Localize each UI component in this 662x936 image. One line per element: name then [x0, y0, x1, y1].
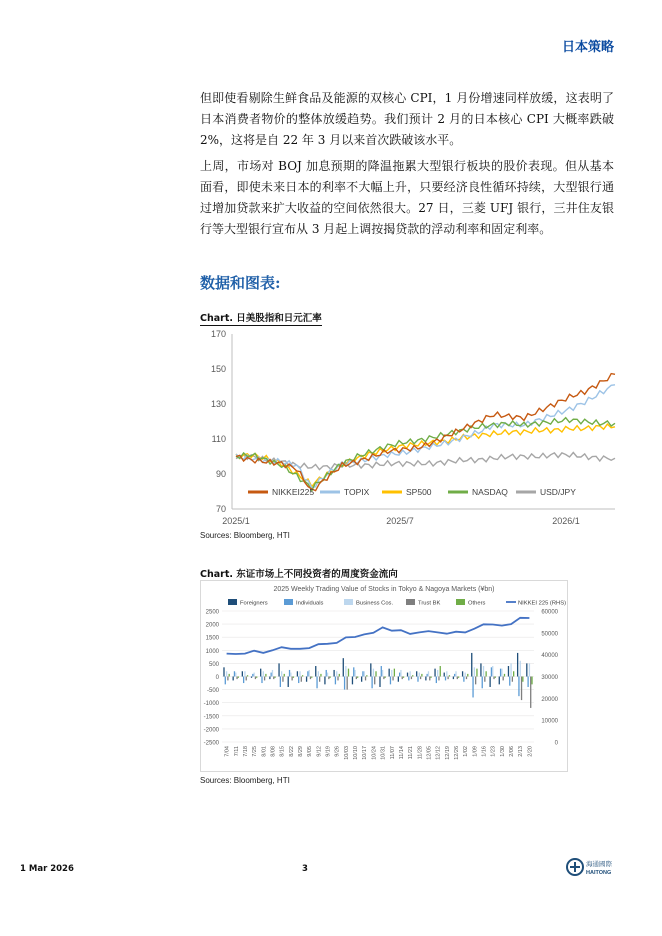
chart2-bar — [289, 670, 290, 677]
chart2-bar — [503, 677, 504, 681]
chart2-bar — [392, 677, 393, 681]
chart2-bar — [527, 677, 528, 687]
chart2-bar — [381, 666, 382, 676]
chart2-bar — [288, 677, 289, 687]
chart2-bar — [329, 677, 330, 678]
logo-text: 海通國際 — [586, 861, 612, 868]
chart2-bar — [409, 671, 410, 676]
chart2-x-tick-label: 10/31 — [380, 746, 387, 760]
chart2-x-tick-label: 1/16 — [481, 746, 488, 757]
chart2-bar — [472, 677, 473, 698]
chart2-bar — [335, 677, 336, 685]
chart2-bar — [437, 670, 438, 677]
chart2-bar — [319, 677, 320, 682]
chart2-bar — [256, 677, 257, 678]
chart2-bar — [345, 666, 346, 676]
chart2-x-tick-label: 1/30 — [499, 746, 506, 757]
chart2-bar — [327, 673, 328, 677]
chart2-bar — [411, 677, 412, 680]
chart2-bar — [336, 671, 337, 676]
chart2-bar — [455, 671, 456, 676]
chart2-bar — [520, 661, 521, 677]
chart2-bar — [416, 671, 417, 676]
chart2-bar — [403, 677, 404, 678]
chart2-bar — [348, 669, 349, 677]
chart2-x-tick-label: 7/04 — [224, 746, 231, 757]
chart2-bar — [242, 671, 243, 676]
chart2-bar — [299, 671, 300, 676]
chart2-bar — [458, 677, 459, 678]
chart2-bar — [483, 666, 484, 676]
chart2-bar — [315, 666, 316, 676]
chart2-bar — [526, 663, 527, 676]
chart2-bar — [447, 677, 448, 680]
chart2-x-tick-label: 7/18 — [242, 746, 249, 757]
chart2-bar — [449, 675, 450, 676]
chart2-legend-swatch — [406, 599, 415, 605]
chart2-bar — [320, 674, 321, 677]
chart2-bar — [225, 677, 226, 685]
chart2-bar — [398, 677, 399, 682]
chart2-x-tick-label: 9/12 — [316, 746, 323, 757]
chart2-bar — [465, 673, 466, 677]
chart2-bar — [400, 670, 401, 677]
chart2-bar — [273, 677, 274, 680]
chart2-bar — [236, 677, 237, 680]
chart2-bar — [260, 669, 261, 677]
chart2-y-tick-label: -1500 — [203, 714, 219, 721]
chart2-bar — [427, 674, 428, 677]
chart2-bar-line-chart — [200, 580, 568, 772]
chart2-x-tick-label: 10/10 — [353, 746, 360, 760]
chart2-bar — [307, 671, 308, 676]
chart2-bar — [310, 677, 311, 680]
chart1-y-tick-label: 150 — [210, 364, 226, 374]
chart2-y-tick-label: 500 — [208, 661, 219, 668]
chart2-y2-tick-label: 10000 — [541, 718, 558, 725]
chart2-bar — [512, 677, 513, 682]
chart2-bar — [522, 677, 523, 682]
chart2-bar — [379, 677, 380, 687]
chart2-bar — [501, 669, 502, 677]
chart2-bar — [238, 677, 239, 678]
chart2-bar — [365, 677, 366, 681]
chart2-bar — [371, 677, 372, 689]
chart2-bar — [412, 675, 413, 676]
chart2-bar — [420, 677, 421, 680]
chart2-x-tick-label: 12/19 — [444, 746, 451, 760]
chart2-bar — [521, 677, 522, 701]
chart2-source: Sources: Bloomberg, HTI — [200, 776, 290, 785]
chart2-bar — [399, 673, 400, 677]
chart2-x-tick-label: 11/21 — [408, 746, 415, 760]
chart2-bar — [489, 677, 490, 687]
chart2-frame — [201, 581, 568, 772]
chart2-x-tick-label: 11/07 — [389, 746, 396, 760]
chart2-bar — [353, 667, 354, 676]
chart2-bar — [282, 677, 283, 682]
chart1-x-tick-label: 2025/1 — [222, 516, 250, 526]
chart2-x-tick-label: 9/26 — [334, 746, 341, 757]
chart2-bar — [264, 677, 265, 681]
chart2-bar — [306, 677, 307, 682]
chart2-y2-tick-label: 50000 — [541, 631, 558, 638]
chart2-bar — [361, 677, 362, 682]
chart2-bar — [429, 677, 430, 681]
chart2-bar — [383, 677, 384, 680]
chart2-bar — [280, 677, 281, 687]
chart2-x-tick-label: 9/19 — [325, 746, 332, 757]
chart1-legend-label: NIKKEI225 — [272, 487, 315, 497]
chart2-bar — [229, 674, 230, 677]
chart2-bar — [343, 658, 344, 676]
chart2-bar — [375, 671, 376, 676]
chart2-bar — [407, 673, 408, 677]
chart2-bar — [474, 667, 475, 676]
chart2-bar — [467, 674, 468, 677]
chart2-bar — [291, 677, 292, 681]
chart2-x-tick-label: 2/20 — [527, 746, 534, 757]
footer-page-number: 3 — [302, 864, 308, 874]
chart2-bar — [302, 675, 303, 676]
chart2-x-tick-label: 10/24 — [371, 746, 378, 760]
chart2-bar — [391, 670, 392, 677]
chart2-x-tick-label: 10/17 — [362, 746, 369, 760]
chart2-bar — [492, 666, 493, 676]
chart2-y2-tick-label: 30000 — [541, 675, 558, 681]
chart2-legend-label: Foreigners — [240, 600, 268, 607]
chart2-bar — [366, 675, 367, 676]
footer-date: 1 Mar 2026 — [20, 864, 74, 874]
chart2-y2-tick-label: 0 — [554, 740, 558, 747]
chart2-bar — [529, 663, 530, 676]
chart2-legend-swatch — [456, 599, 465, 605]
chart2-legend-label: Individuals — [296, 600, 324, 607]
chart2-x-tick-label: 9/05 — [307, 746, 314, 757]
chart2-bar — [485, 671, 486, 676]
chart2-y-tick-label: 0 — [215, 675, 219, 681]
chart2-bar — [290, 673, 291, 677]
chart1-y-tick-label: 110 — [211, 434, 226, 444]
chart2-bar — [462, 671, 463, 676]
chart2-bar — [484, 677, 485, 682]
chart2-bar — [284, 674, 285, 677]
chart1-series-line-sp500 — [236, 424, 615, 487]
chart2-bar — [247, 675, 248, 676]
chart2-bar — [436, 677, 437, 684]
chart2-y-tick-label: -1000 — [203, 701, 219, 708]
chart2-x-tick-label: 11/28 — [417, 746, 424, 760]
chart2-y-tick-label: 2000 — [205, 622, 219, 629]
chart1-legend-label: SP500 — [406, 487, 432, 497]
chart2-bar — [500, 669, 501, 677]
chart2-bar — [444, 673, 445, 677]
chart2-bar — [252, 674, 253, 677]
chart2-bar — [255, 677, 256, 680]
chart2-bar — [491, 667, 492, 676]
chart2-bar — [374, 677, 375, 685]
chart2-bar — [438, 677, 439, 681]
chart2-x-tick-label: 2/13 — [518, 746, 525, 757]
chart2-bar — [297, 671, 298, 676]
chart2-bar — [244, 671, 245, 676]
chart1-x-tick-label: 2025/7 — [386, 516, 414, 526]
chart2-legend-swatch — [228, 599, 237, 605]
paragraph-cpi: 但即使看剔除生鲜食品及能源的双核心 CPI，1 月份增速同样放缓，这表明了日本消费者物价的整体放缓趋势。我们预计 2 月的日本核心 CPI 大概率跌破 2%，这将是自 22 年 3 月以来首次跌破该水平。 — [200, 91, 614, 147]
chart2-bar — [337, 677, 338, 681]
chart2-bar — [370, 663, 371, 676]
chart2-bar — [311, 677, 312, 678]
chart1-line-chart — [200, 326, 620, 534]
chart2-y2-tick-label: 60000 — [541, 609, 558, 616]
chart2-bar — [476, 669, 477, 677]
chart1-y-tick-label: 70 — [215, 504, 226, 514]
chart2-bar — [261, 677, 262, 684]
chart2-bar — [495, 677, 496, 678]
chart2-bar — [389, 669, 390, 677]
chart2-x-tick-label: 2/06 — [509, 746, 516, 757]
chart2-bar — [408, 677, 409, 681]
chart2-bar — [269, 677, 270, 680]
chart2-bar — [318, 671, 319, 676]
chart2-y-tick-label: 1000 — [205, 648, 219, 655]
header-section-label: 日本策略 — [561, 40, 614, 55]
haitong-logo — [566, 856, 618, 878]
chart2-bar — [493, 677, 494, 680]
chart2-bar — [352, 677, 353, 685]
chart2-legend-swatch — [344, 599, 353, 605]
chart2-bar — [357, 677, 358, 678]
chart2-bar — [508, 666, 509, 676]
chart2-bar — [298, 677, 299, 684]
chart2-bar — [385, 677, 386, 678]
chart2-bar — [316, 677, 317, 689]
chart1-y-tick-label: 130 — [210, 399, 226, 409]
chart2-legend-label: NIKKEI 225 (RHS) — [518, 600, 566, 607]
chart2-x-tick-label: 10/03 — [343, 746, 350, 760]
chart2-legend-label: Business Cos. — [356, 600, 394, 607]
chart2-bar — [517, 653, 518, 677]
section-title: 数据和图表: — [200, 274, 281, 292]
chart2-bar — [425, 677, 426, 681]
chart2-bar — [440, 666, 441, 676]
chart2-bar — [293, 677, 294, 678]
chart2-legend-swatch — [284, 599, 293, 605]
chart2-bar — [326, 670, 327, 677]
chart2-bar — [253, 673, 254, 677]
chart2-x-tick-label: 12/12 — [435, 746, 442, 760]
chart1-y-tick-label: 170 — [210, 329, 226, 339]
chart2-bar — [234, 671, 235, 676]
chart2-x-tick-label: 7/25 — [252, 746, 259, 757]
chart2-bar — [509, 677, 510, 686]
chart1-title: Chart. 日美股指和日元汇率 — [200, 310, 322, 326]
chart2-bar — [518, 677, 519, 697]
chart2-bar — [309, 670, 310, 677]
chart2-bar — [417, 677, 418, 682]
chart2-bar — [265, 674, 266, 677]
chart2-bar — [446, 671, 447, 676]
chart2-bar — [530, 677, 531, 708]
chart2-x-tick-label: 1/02 — [463, 746, 470, 757]
chart2-x-tick-label: 12/26 — [454, 746, 460, 760]
chart2-bar — [471, 653, 472, 677]
chart2-bar — [457, 677, 458, 680]
chart2-bar — [463, 677, 464, 682]
chart2-bar — [271, 673, 272, 677]
chart2-bar — [513, 671, 514, 676]
chart2-bar — [531, 677, 532, 685]
chart2-bar — [482, 677, 483, 689]
chart2-bar — [364, 671, 365, 676]
chart2-bar — [226, 671, 227, 676]
chart2-title-text: 2025 Weekly Trading Value of Stocks in Tokyo & Nagoya Markets (¥bn) — [273, 586, 495, 593]
chart2-bar — [466, 677, 467, 680]
chart1-x-tick-label: 2026/1 — [552, 516, 580, 526]
chart1-legend-label: NASDAQ — [472, 487, 508, 497]
chart2-x-tick-label: 8/15 — [279, 746, 286, 757]
chart2-bar — [510, 663, 511, 676]
chart2-bar — [480, 663, 481, 676]
paragraph-banks: 上周，市场对 BOJ 加息预期的降温拖累大型银行板块的股价表现。但从基本面看，即使未来日本的利率不大幅上升，只要经济良性循环持续，大型银行通过增加贷款来扩大收益的空间依然很大。27 日，三菱 UFJ 银行，三井住友银行等大型银行宣布从 3 月起上调按揭贷款的浮动利率和固定利率。 — [200, 159, 614, 236]
chart2-bar — [223, 667, 224, 676]
chart2-bar — [274, 677, 275, 678]
chart2-bar — [373, 669, 374, 677]
chart2-y-tick-label: -500 — [206, 688, 219, 695]
chart2-x-tick-label: 8/01 — [261, 746, 268, 757]
chart2-bar — [278, 663, 279, 676]
chart2-legend-label: Trust BK — [418, 600, 441, 607]
logo-subtext: HAITONG — [586, 870, 612, 876]
chart2-title: Chart. 东证市场上不同投资者的周度资金流向 — [200, 566, 398, 582]
chart2-bar — [243, 677, 244, 684]
chart2-bar — [419, 673, 420, 677]
chart2-bar — [339, 674, 340, 677]
chart2-bar — [347, 677, 348, 690]
chart2-x-tick-label: 1/23 — [490, 746, 497, 757]
chart2-bar — [235, 673, 236, 677]
chart2-bar — [390, 677, 391, 685]
chart2-bar — [499, 677, 500, 685]
chart2-y2-tick-label: 20000 — [541, 696, 558, 703]
chart2-y-tick-label: 2500 — [205, 609, 219, 616]
chart1-source: Sources: Bloomberg, HTI — [200, 531, 290, 540]
chart2-x-tick-label: 11/14 — [398, 746, 405, 760]
chart2-bar — [362, 671, 363, 676]
chart2-x-tick-label: 1/09 — [472, 746, 479, 757]
chart2-bar — [246, 677, 247, 681]
chart2-bar — [394, 669, 395, 677]
chart2-bar — [454, 674, 455, 677]
chart1-legend-label: USD/JPY — [540, 487, 576, 497]
chart2-bar — [333, 670, 334, 677]
chart2-bar — [428, 671, 429, 676]
chart2-x-tick-label: 12/05 — [426, 746, 433, 760]
chart2-bar — [434, 669, 435, 677]
chart2-x-tick-label: 8/08 — [270, 746, 277, 757]
chart2-bar — [356, 677, 357, 680]
chart2-bar — [272, 670, 273, 677]
chart2-bar — [301, 677, 302, 682]
chart2-bar — [328, 677, 329, 680]
chart2-bar — [430, 677, 431, 678]
chart2-bar — [504, 674, 505, 677]
chart2-y-tick-label: -2500 — [203, 740, 219, 747]
chart2-bar — [354, 670, 355, 677]
chart2-bar — [324, 677, 325, 685]
chart2-bar — [445, 677, 446, 681]
chart2-bar — [263, 671, 264, 676]
chart2-x-tick-label: 7/11 — [233, 746, 240, 757]
chart2-bar — [421, 674, 422, 677]
chart2-bar — [344, 677, 345, 690]
chart2-bar — [227, 677, 228, 681]
chart2-bar — [251, 677, 252, 678]
chart1-legend-label: TOPIX — [344, 487, 370, 497]
chart2-bar — [382, 670, 383, 677]
chart2-y-tick-label: -2000 — [203, 727, 219, 734]
chart2-bar — [453, 677, 454, 680]
chart2-y2-tick-label: 40000 — [541, 653, 558, 660]
chart2-bar — [233, 677, 234, 681]
chart2-bar — [402, 677, 403, 680]
chart2-bar — [475, 677, 476, 685]
chart2-legend-label: Others — [468, 600, 486, 607]
chart1-y-tick-label: 90 — [215, 469, 226, 479]
chart2-x-tick-label: 8/22 — [288, 746, 295, 757]
chart2-y-tick-label: 1500 — [205, 635, 219, 642]
chart2-bar — [281, 671, 282, 676]
chart2-x-tick-label: 8/29 — [298, 746, 304, 757]
